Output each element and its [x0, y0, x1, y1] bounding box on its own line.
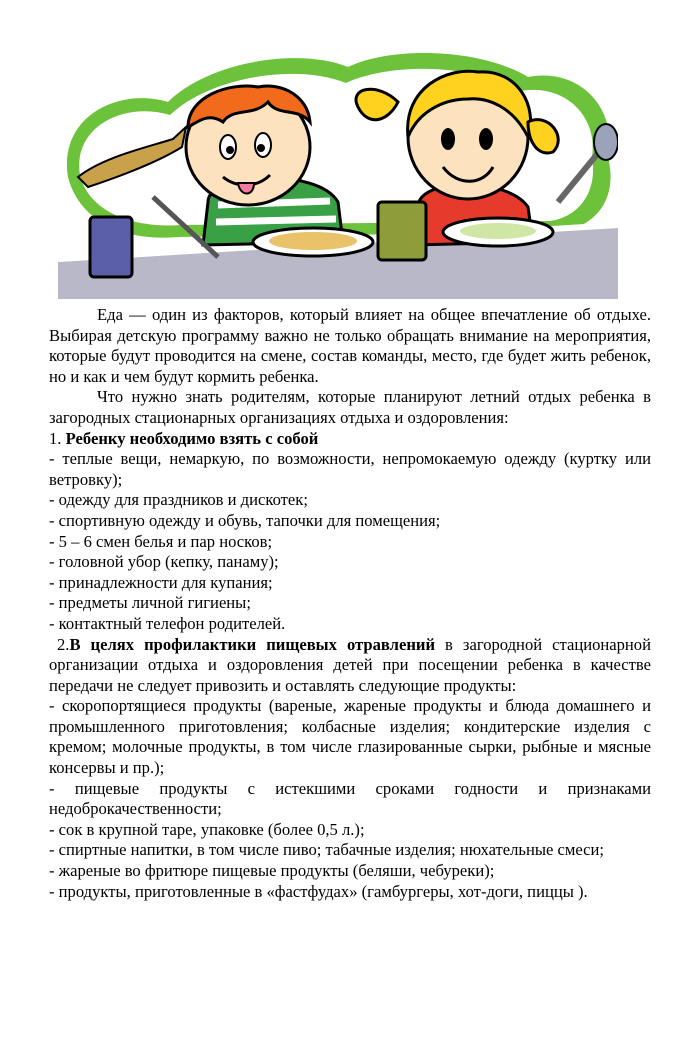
section2-item: - скоропортящиеся продукты (вареные, жареные продукты и блюда домашнего и промышленного приготовления; колбасные изделия; кондитерские изделия с кремом; молочные продукты, в том числе глазированные сырки, рыбные и мясные консервы и пр.);: [49, 696, 651, 778]
section1-item: - 5 – 6 смен белья и пар носков;: [49, 531, 273, 551]
section1-item: - контактный телефон родителей.: [49, 613, 286, 633]
section1-item: - спортивную одежду и обувь, тапочки для помещения;: [49, 510, 441, 530]
section2-number: 2.: [57, 634, 70, 654]
intro-paragraph-1: Еда — один из факторов, который влияет на общее впечатление об отдыхе. Выбирая детскую программу важно не только обращать внимание на мероприятия, которые будут проводится на смене, состав команды, место, где будет жить ребенок, но и как и чем будут кормить ребенка.: [49, 305, 651, 386]
section2-item: - жареные во фритюре пищевые продукты (беляши, чебуреки);: [49, 861, 495, 881]
green-cup: [378, 202, 426, 260]
section2-item: - пищевые продукты с истекшими сроками годности и признаками недоброкачественности;: [49, 778, 651, 819]
section2-item: - сок в крупной таре, упаковке (более 0,5 л.);: [49, 819, 365, 839]
article-body: [49, 305, 651, 902]
section1-item: - теплые вещи, немаркую, по возможности, непромокаемую одежду (куртку или ветровку);: [49, 449, 651, 489]
section2-item: - продукты, приготовленные в «фастфудах» (гамбургеры, хот-доги, пиццы ).: [49, 881, 588, 901]
section2-lead: в загородной стационарной организации отдыха и оздоровления детей при посещении ребенка в качестве передачи не следует привозить и оставлять следующие продукты:: [49, 634, 651, 695]
section1-item: - принадлежности для купания;: [49, 572, 273, 592]
section1-item: - одежду для праздников и дискотек;: [49, 490, 308, 510]
section1-item: - предметы личной гигиены;: [49, 593, 251, 613]
kids-eating-illustration: [58, 27, 618, 299]
section1-item: - головной убор (кепку, панаму);: [49, 552, 279, 572]
section1-number: 1.: [49, 428, 62, 448]
section1-heading: [49, 429, 651, 450]
intro-paragraph-2: Что нужно знать родителям, которые планируют летний отдых ребенка в загородных стационарных организациях отдыха и оздоровления:: [49, 387, 651, 427]
blue-cup: [90, 217, 132, 277]
section2-title: В целях профилактики пищевых отравлений: [69, 634, 436, 654]
section1-title: Ребенку необходимо взять с собой: [65, 428, 319, 448]
section2-paragraph: [49, 635, 651, 697]
section2-item: - спиртные напитки, в том числе пиво; табачные изделия; нюхательные смеси;: [49, 840, 605, 860]
